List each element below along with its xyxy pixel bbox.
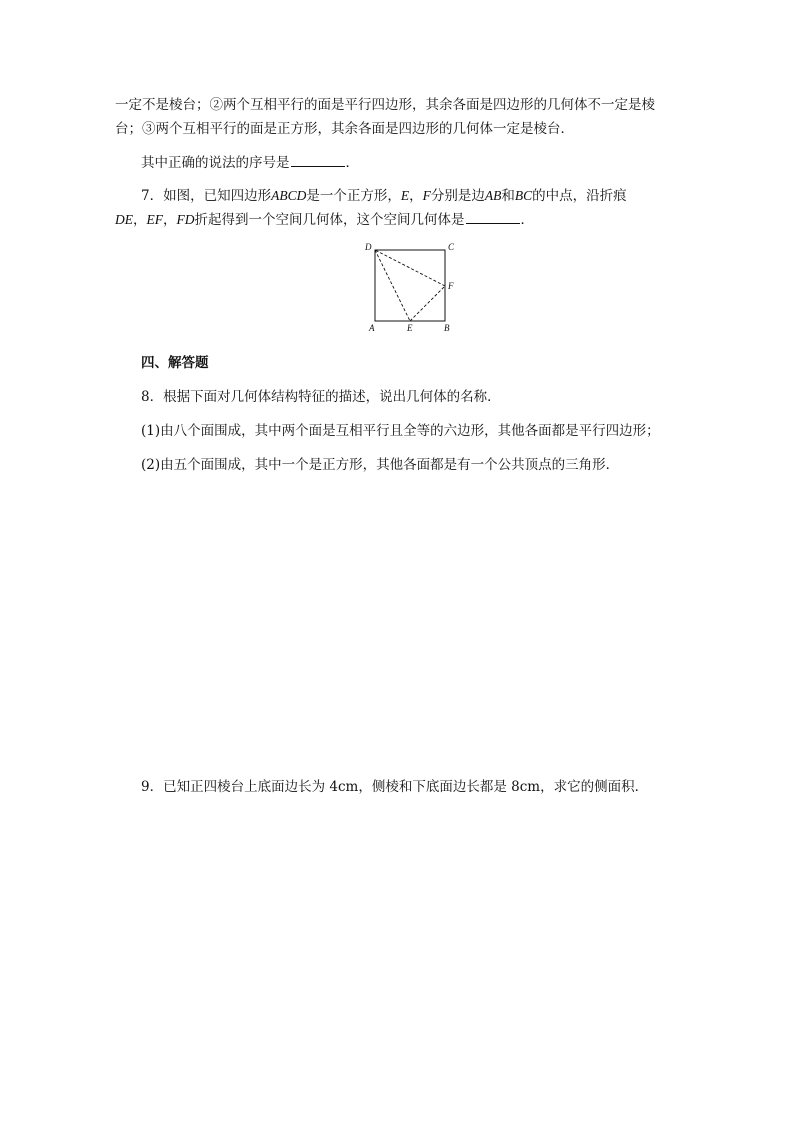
q7-text: 是一个正方形， [306, 188, 401, 204]
q6-question-suffix: ． [345, 155, 359, 171]
label-c: C [448, 242, 455, 252]
q6-line1: 一定不是棱台；②两个互相平行的面是平行四边形，其余各面是四边形的几何体不一定是棱 [115, 97, 655, 113]
fold-line-ef [410, 286, 445, 321]
q7-var-de: DE [115, 212, 133, 227]
q8-item1: (1)由八个面围成，其中两个面是互相平行且全等的六边形，其他各面都是平行四边形； [141, 423, 660, 439]
q7-var-abcd: ABCD [271, 188, 307, 203]
q7-line2 [115, 210, 534, 230]
square-figure [360, 238, 470, 342]
q7-text: 如图，已知四边形 [163, 188, 272, 204]
fold-line-de [375, 250, 410, 321]
q6-question-prefix: 其中正确的说法的序号是 [141, 155, 290, 171]
q8-stem: 8．根据下面对几何体结构特征的描述，说出几何体的名称． [141, 389, 501, 405]
square-abcd [375, 250, 445, 321]
q6-question [141, 153, 359, 173]
answer-blank [291, 154, 345, 167]
label-b: B [444, 323, 450, 333]
q7-text: ． [520, 212, 534, 228]
fold-line-fd [375, 250, 445, 286]
q7-var-ab: AB [484, 188, 502, 203]
square-diagram [360, 238, 470, 338]
q7-number: 7． [141, 188, 164, 204]
answer-blank [466, 211, 520, 224]
label-d: D [365, 242, 372, 252]
q6-line2: 台；③两个互相平行的面是正方形，其余各面是四边形的几何体一定是棱台． [115, 121, 574, 137]
q7-var-bc: BC [514, 188, 533, 203]
q7-var-f: F [422, 188, 431, 203]
q8-item2: (2)由五个面围成，其中一个是正方形，其他各面都是有一个公共顶点的三角形． [141, 457, 620, 473]
label-e: E [407, 323, 413, 333]
section-heading: 四、解答题 [141, 355, 209, 371]
label-a: A [369, 323, 375, 333]
q7-var-e: E [400, 188, 410, 203]
q7-var-fd: FD [176, 212, 195, 227]
q7-text: 和 [501, 188, 515, 204]
q9-stem: 9．已知正四棱台上底面边长为 4cm，侧棱和下底面边长都是 8cm，求它的侧面积． [141, 779, 649, 795]
q7-text: ， [409, 188, 423, 204]
q7-var-ef: EF [146, 212, 163, 227]
q7-text: 折起得到一个空间几何体，这个空间几何体是 [194, 212, 465, 228]
q7-text: ， [163, 212, 177, 228]
q7-line1 [141, 186, 627, 206]
q7-text: ， [133, 212, 147, 228]
label-f: F [448, 281, 454, 291]
q7-text: 的中点，沿折痕 [532, 188, 627, 204]
q7-text: 分别是边 [430, 188, 485, 204]
